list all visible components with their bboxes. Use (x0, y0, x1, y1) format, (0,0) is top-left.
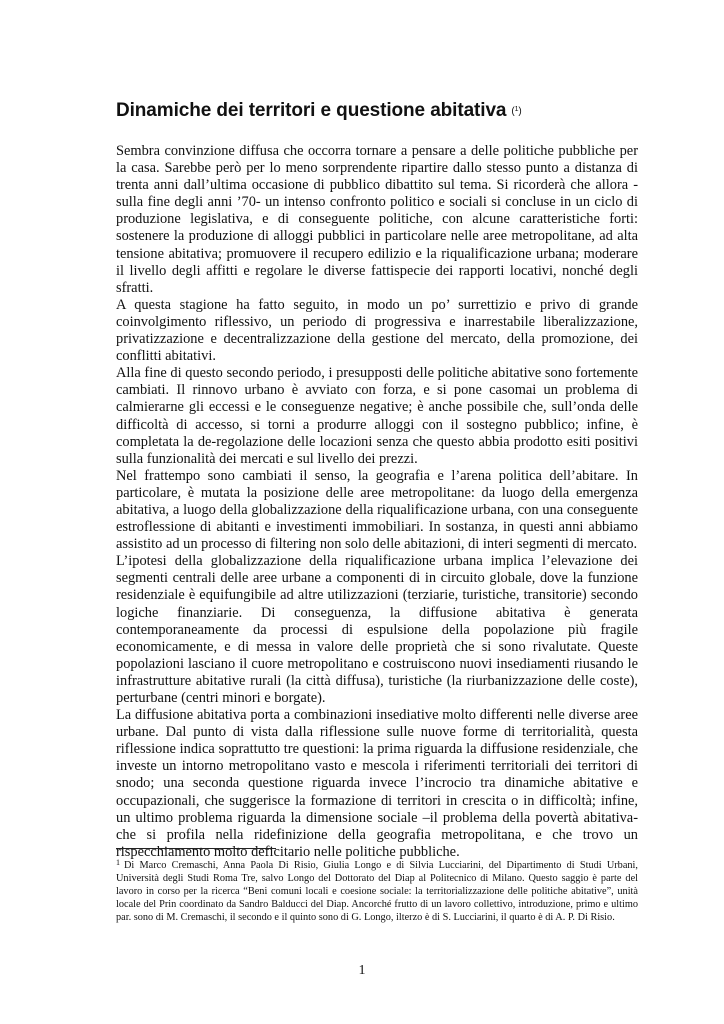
body-text (116, 143, 638, 861)
paragraph: La diffusione abitativa porta a combinazioni insediative molto differenti nelle diverse aree urbane. Dal punto di vista dalla riflessione sulle nuove forme di territorialità, questa riflessione indica soprattutto tre questioni: la prima riguarda la diffusione residenziale, che investe un intorno metropolitano vasto e mescola i riferimenti territoriali dei territori di snodo; una seconda questione riguarda invece l’incrocio tra dinamiche abitative e occupazionali, che suggerisce la formazione di territori in crescita o in difficoltà; infine, un ultimo problema riguarda la dimensione sociale –il problema della povertà abitativa- che si profila nella ridefinizione della geografia metropolitana, e che trovo un rispecchiamento molto deficitario nelle politiche pubbliche. (116, 707, 638, 860)
page-number: 1 (358, 963, 366, 978)
paragraph: Nel frattempo sono cambiati il senso, la geografia e l’arena politica dell’abitare. In particolare, è mutata la posizione delle aree metropolitane: da luogo della emergenza abitativa, a luogo della globalizzazione della riqualificazione urbana, con una conseguente estroflessione di abitanti e investimenti immobiliari. In sostanza, in questi anni abbiamo assistito ad un processo di filtering non solo delle abitazioni, di interi segmenti di mercato. (116, 467, 638, 553)
footnote-separator (116, 848, 276, 849)
paragraph: Alla fine di questo secondo periodo, i presupposti delle politiche abitative sono fortemente cambiati. Il rinnovo urbano è avviato con forza, e si pone casomai un problema di calmierarne gli eccessi e le conseguenze negative; è anche possibile che, sull’onda delle difficoltà di accesso, si torni a produrre alloggi con il sostegno pubblico; infine, è completata la de-regolazione delle locazioni senza che questo abbia prodotto esiti positivi sulla funzionalità dei mercati e sul livello dei prezzi. (116, 365, 638, 467)
document-page (116, 100, 638, 861)
document-title (116, 100, 638, 122)
title-text: Dinamiche dei territori e questione abitativa (116, 100, 507, 121)
footnote (116, 856, 638, 924)
paragraph: Sembra convinzione diffusa che occorra tornare a pensare a delle politiche pubbliche per la casa. Sarebbe però per lo meno sorprendente ripartire dallo stesso punto a distanza di trenta anni dall’ultima occasione di pubblico dibattito sul tema. Si ricorderà che allora - sulla fine degli anni ’70- un intenso confronto politico e sociali si concluse in un ciclo di produzione legislativa, e di conseguente politiche, con alcune caratteristiche forti: sostenere la produzione di alloggi pubblici in particolare nelle aree metropolitane, ad alta tensione abitativa; promuovere il recupero edilizio e la riqualificazione urbana; moderare il livello degli affitti e regolare le diverse fattispecie dei rapporti locativi, nonché degli sfratti. (116, 143, 638, 296)
paragraph: L’ipotesi della globalizzazione della riqualificazione urbana implica l’elevazione dei segmenti centrali delle aree urbane a componenti di in circuito globale, dove la funzione residenziale è equifungibile ad altre utilizzazioni (terziarie, turistiche, transitorie) secondo logiche finanziarie. Di conseguenza, la diffusione abitativa è generata contemporaneamente da processi di espulsione della popolazione più fragile economicamente, e di messa in valore delle proprietà che si sono rivalutate. Queste popolazioni lasciano il cuore metropolitano e costruiscono nuovi insediamenti riusando le infrastrutture abitative rurali (la città diffusa), turistiche (la riurbanizzazione delle coste), perturbane (centri minori e borgate). (116, 553, 638, 706)
paragraph: A questa stagione ha fatto seguito, in modo un po’ surrettizio e privo di grande coinvolgimento riflessivo, un periodo di progressiva e inarrestabile liberalizzazione, privatizzazione e decentralizzazione della gestione del mercato, della promozione, dei conflitti abitativi. (116, 296, 638, 365)
footnote-text: Di Marco Cremaschi, Anna Paola Di Risio, Giulia Longo e di Silvia Lucciarini, del Dipartimento di Studi Urbani, Università degli Studi Roma Tre, salvo Longo del Dottorato del Diap al Politecnico di Milano. Questo saggio è parte del lavoro in corso per la ricerca “Beni comuni locali e coesione sociale: la territorializzazione delle politiche abitative”, unità locale del Prin coordinato da Sandro Balducci del Diap. Ancorché frutto di un lavoro collettivo, introduzione, primo e ultimo par. sono di M. Cremaschi, il secondo e il quinto sono di G. Longo, ilterzo è di S. Lucciarini, il quarto è di A. P. Di Risio. (116, 860, 638, 923)
footnote-marker: 1 (116, 858, 120, 867)
footnote-reference[interactable]: ($^1$) (511, 106, 522, 117)
